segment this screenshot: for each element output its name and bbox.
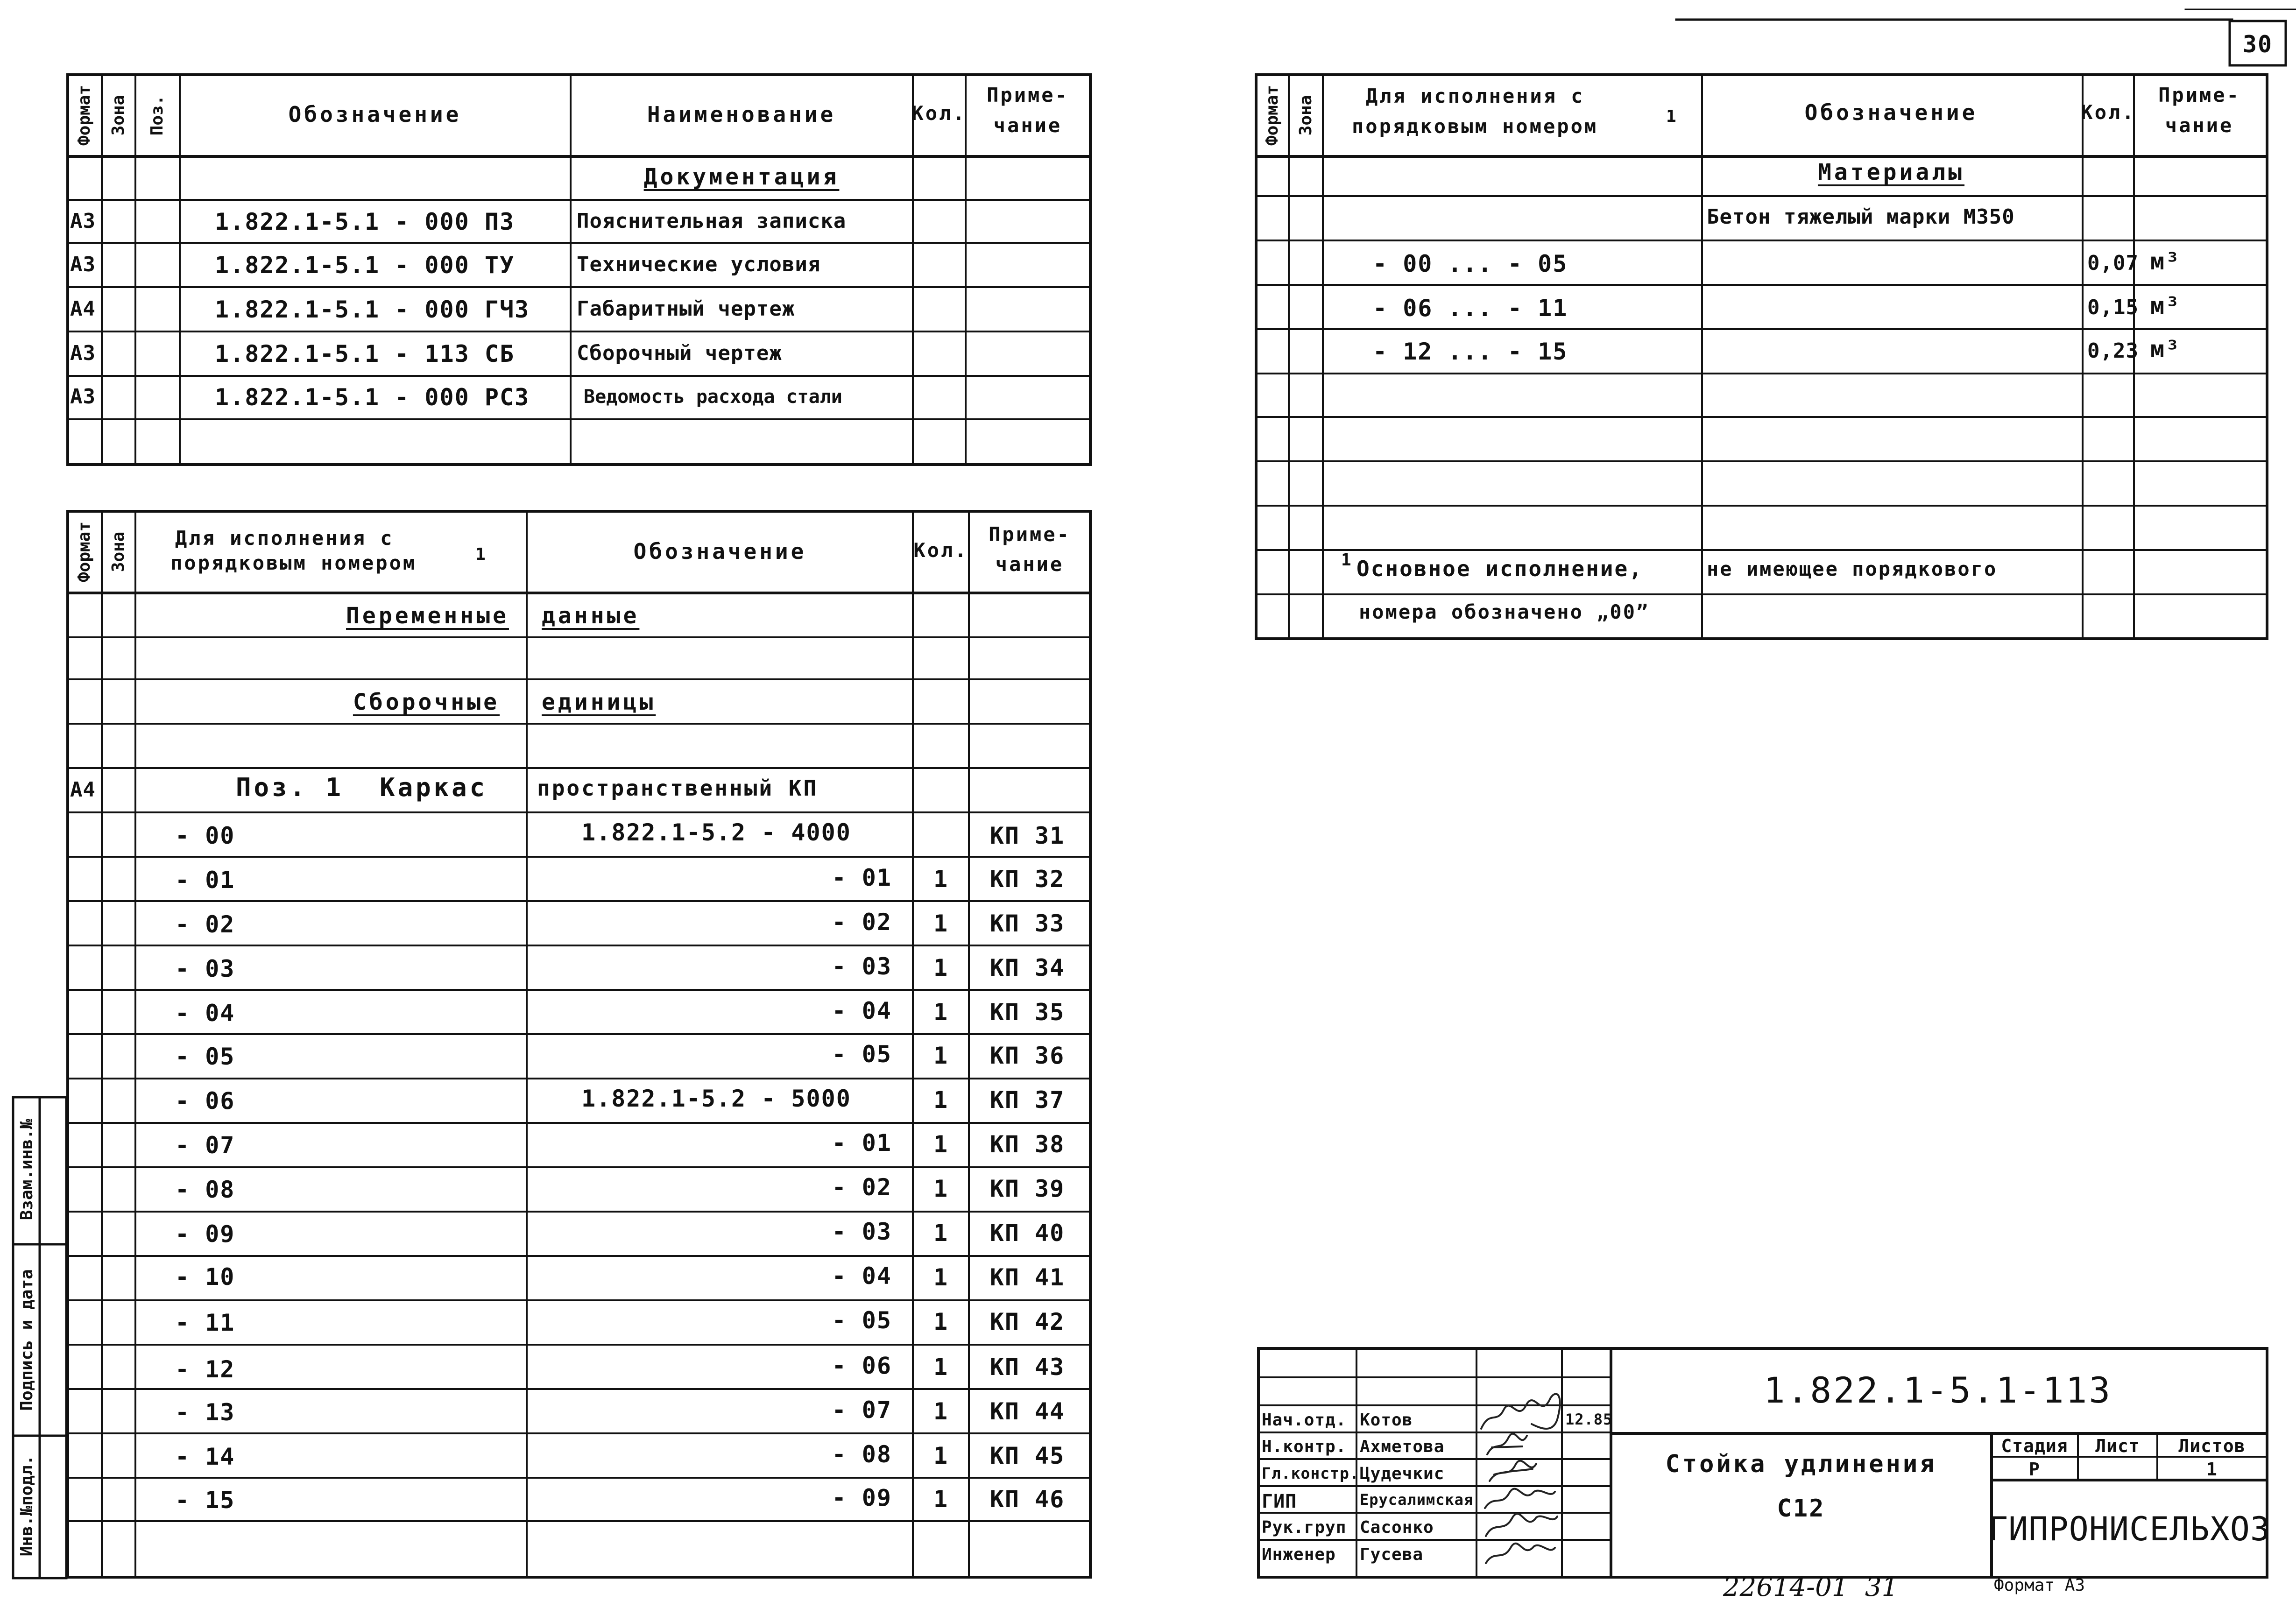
stamp-name: Гусева [1360, 1545, 1424, 1564]
stamp-podpis-data: Подпись и дата [17, 1269, 36, 1411]
col-header-note-1: Приме- [989, 523, 1071, 546]
col-header-format: Формат [75, 85, 94, 146]
col-header-variant-1: Для исполнения с [175, 527, 394, 550]
section-title-materials: Материалы [1817, 159, 1965, 185]
row-variant: - 09 [175, 1220, 235, 1248]
col-header-designation: Обозначение [633, 539, 807, 564]
material-row-qty: 0,07 [2087, 251, 2139, 275]
row-note: КП 42 [989, 1308, 1065, 1335]
stamp-name: Цудечкис [1360, 1464, 1445, 1483]
footnote-text-b: не имеющее порядкового [1707, 557, 1998, 580]
item-format: А4 [70, 778, 96, 802]
row-qty: 1 [933, 1042, 949, 1069]
stamp-role: Инженер [1262, 1545, 1336, 1564]
doc-row-format: А3 [70, 253, 96, 276]
row-note: КП 31 [989, 822, 1065, 849]
row-variant: - 14 [175, 1443, 235, 1470]
row-note: КП 33 [989, 910, 1065, 937]
doc-row-format: А4 [70, 297, 96, 321]
row-variant: - 08 [175, 1176, 235, 1203]
section-title-assembly: Сборочные [353, 689, 500, 715]
col-header-designation: Обозначение [1804, 100, 1978, 125]
stamp-role: Нач.отд. [1262, 1410, 1347, 1430]
doc-row-name: Пояснительная записка [577, 209, 847, 233]
stamp-role: Рук.груп [1262, 1518, 1347, 1537]
row-variant: - 02 [175, 911, 235, 938]
row-designation: 1.822.1-5.2 - 5000 [581, 1085, 851, 1112]
material-row-variant: - 12 ... - 15 [1373, 338, 1568, 365]
format-label: Формат А3 [1994, 1576, 2085, 1595]
col-header-variant-1: Для исполнения с [1366, 85, 1585, 107]
row-qty: 1 [933, 1264, 949, 1291]
col-header-pos: Поз. [148, 95, 167, 136]
row-variant: - 15 [175, 1487, 235, 1514]
stamp-date: 12.85 [1565, 1410, 1613, 1428]
stamp-name: Сасонко [1360, 1518, 1434, 1537]
col-header-qty: Кол. [911, 102, 967, 125]
section-title-variable: Переменные [346, 603, 509, 629]
row-designation: - 08 [832, 1441, 892, 1468]
material-row-qty: 0,23 [2087, 339, 2139, 363]
row-note: КП 35 [989, 999, 1065, 1026]
stage-value: Р [2029, 1459, 2040, 1480]
col-header-format: Формат [1263, 85, 1282, 146]
row-variant: - 13 [175, 1399, 235, 1426]
col-header-note-1: Приме- [987, 84, 1069, 106]
row-designation: - 07 [832, 1396, 892, 1424]
row-note: КП 45 [989, 1442, 1065, 1469]
material-row-qty: 0,15 [2087, 296, 2139, 319]
organization-name: ГИПРОНИСЕЛЬХОЗ [1988, 1510, 2271, 1548]
col-header-zone: Зона [109, 531, 128, 572]
row-note: КП 34 [989, 954, 1065, 981]
row-qty: 1 [933, 999, 949, 1026]
col-header-zone: Зона [109, 95, 128, 136]
row-qty: 1 [933, 1398, 949, 1425]
row-note: КП 37 [989, 1086, 1065, 1114]
footnote-mark: 1 [475, 545, 486, 564]
sheet-number: 30 [2242, 31, 2273, 58]
material-row-unit: м³ [2150, 336, 2181, 363]
section-title-data: данные [542, 603, 640, 629]
signature-kotov [1481, 1394, 1560, 1429]
inventory-number: 22614-01 31 [1723, 1572, 1899, 1602]
stage-label: Стадия [2001, 1436, 2068, 1456]
signature-akhmetova [1487, 1434, 1527, 1454]
footnote-text-c: номера обозначено „00” [1359, 600, 1650, 623]
row-designation: - 02 [832, 1174, 892, 1201]
row-variant: - 11 [175, 1309, 235, 1336]
row-qty: 1 [933, 1486, 949, 1513]
col-header-note-2: чание [2165, 114, 2234, 137]
sheets-label: Листов [2178, 1436, 2246, 1456]
row-variant: - 00 [175, 822, 235, 849]
stamp-name: Ерусалимская [1360, 1491, 1474, 1509]
row-variant: - 04 [175, 1000, 235, 1027]
row-qty: 1 [933, 1131, 949, 1158]
stamp-role: Н.контр. [1262, 1437, 1347, 1456]
doc-number: 1.822.1-5.1-113 [1763, 1369, 2112, 1411]
doc-row-format: А3 [70, 341, 96, 365]
row-qty: 1 [933, 866, 949, 893]
doc-row-name: Технические условия [577, 253, 821, 276]
col-header-note-2: чание [993, 114, 1062, 137]
row-variant: - 06 [175, 1087, 235, 1114]
row-qty: 1 [933, 1354, 949, 1381]
row-designation: - 05 [832, 1041, 892, 1068]
row-designation: - 02 [832, 909, 892, 936]
title-line-2: С12 [1777, 1495, 1825, 1523]
signature-guseva [1486, 1544, 1555, 1563]
sheet-label: Лист [2095, 1436, 2140, 1456]
row-note: КП 32 [989, 866, 1065, 893]
row-qty: 1 [933, 1442, 949, 1469]
col-header-note-2: чание [995, 553, 1064, 576]
material-row-unit: м³ [2150, 292, 2181, 319]
col-header-qty: Кол. [913, 539, 968, 562]
material-row-unit: м³ [2150, 248, 2181, 275]
row-designation: 1.822.1-5.2 - 4000 [581, 819, 851, 846]
doc-row-name: Ведомость расхода стали [584, 386, 842, 408]
row-variant: - 12 [175, 1356, 235, 1383]
row-designation: - 09 [832, 1484, 892, 1511]
signature-erusalimskaya [1485, 1489, 1555, 1508]
signature-tsudechkis [1490, 1461, 1536, 1481]
doc-row-format: А3 [70, 209, 96, 233]
col-header-format: Формат [75, 521, 94, 583]
row-designation: - 05 [832, 1307, 892, 1334]
material-name: Бетон тяжелый марки М350 [1707, 205, 2015, 229]
row-qty: 1 [933, 1086, 949, 1114]
doc-row-name: Габаритный чертеж [577, 297, 795, 321]
row-designation: - 06 [832, 1352, 892, 1379]
stamp-role: Гл.констр. [1262, 1464, 1359, 1482]
row-note: КП 44 [989, 1398, 1065, 1425]
material-row-variant: - 06 ... - 11 [1373, 295, 1568, 322]
title-line-1: Стойка удлинения [1665, 1450, 1937, 1478]
doc-row-format: А3 [70, 385, 96, 409]
row-designation: - 03 [832, 953, 892, 980]
col-header-designation: Обозначение [288, 102, 462, 127]
row-variant: - 03 [175, 955, 235, 982]
row-designation: - 04 [832, 997, 892, 1024]
doc-row-designation: 1.822.1-5.1 - 000 ТУ [215, 252, 515, 279]
col-header-zone: Зона [1296, 95, 1315, 136]
row-qty: 1 [933, 1175, 949, 1202]
stamp-vzam-inv: Взам.инв.№ [17, 1119, 36, 1220]
row-qty: 1 [933, 910, 949, 937]
doc-row-designation: 1.822.1-5.1 - 000 РС3 [215, 384, 530, 411]
row-note: КП 39 [989, 1175, 1065, 1202]
row-qty: 1 [933, 1220, 949, 1247]
row-designation: - 04 [832, 1262, 892, 1290]
col-header-variant-2: порядковым номером [1352, 115, 1598, 138]
row-variant: - 05 [175, 1043, 235, 1070]
row-variant: - 07 [175, 1132, 235, 1159]
sheets-value: 1 [2206, 1459, 2218, 1480]
signature-sasonko [1486, 1514, 1557, 1536]
doc-row-designation: 1.822.1-5.1 - 000 ГЧ3 [215, 296, 530, 323]
col-header-note-1: Приме- [2158, 84, 2240, 106]
row-note: КП 40 [989, 1220, 1065, 1247]
row-variant: - 10 [175, 1263, 235, 1291]
stamp-inv-podl: Инв.№подл. [17, 1455, 36, 1557]
row-designation: - 01 [832, 1129, 892, 1157]
row-designation: - 01 [832, 864, 892, 891]
footnote-mark: 1 [1666, 107, 1676, 126]
col-header-qty: Кол. [2081, 101, 2136, 124]
stamp-name: Ахметова [1360, 1437, 1445, 1456]
doc-row-name: Сборочный чертеж [577, 341, 782, 365]
item-label: Поз. 1 Каркас [236, 773, 488, 802]
row-note: КП 46 [989, 1486, 1065, 1513]
section-title-documentation: Документация [643, 164, 840, 190]
row-note: КП 38 [989, 1131, 1065, 1158]
row-qty: 1 [933, 954, 949, 981]
material-row-variant: - 00 ... - 05 [1373, 250, 1568, 277]
section-title-units: единицы [542, 689, 656, 715]
row-qty: 1 [933, 1308, 949, 1335]
row-note: КП 36 [989, 1042, 1065, 1069]
stamp-role: ГИП [1262, 1491, 1297, 1512]
row-note: КП 43 [989, 1354, 1065, 1381]
item-name: пространственный КП [537, 776, 819, 801]
doc-row-designation: 1.822.1-5.1 - 113 СБ [215, 340, 515, 367]
col-header-name: Наименование [647, 102, 836, 127]
footnote-mark: 1 [1341, 550, 1351, 570]
footnote-text-a: Основное исполнение, [1356, 556, 1643, 581]
col-header-variant-2: порядковым номером [170, 551, 417, 574]
row-note: КП 41 [989, 1264, 1065, 1291]
row-variant: - 01 [175, 867, 235, 894]
doc-row-designation: 1.822.1-5.1 - 000 ПЗ [215, 208, 515, 235]
row-designation: - 03 [832, 1218, 892, 1245]
stamp-name: Котов [1360, 1410, 1413, 1430]
